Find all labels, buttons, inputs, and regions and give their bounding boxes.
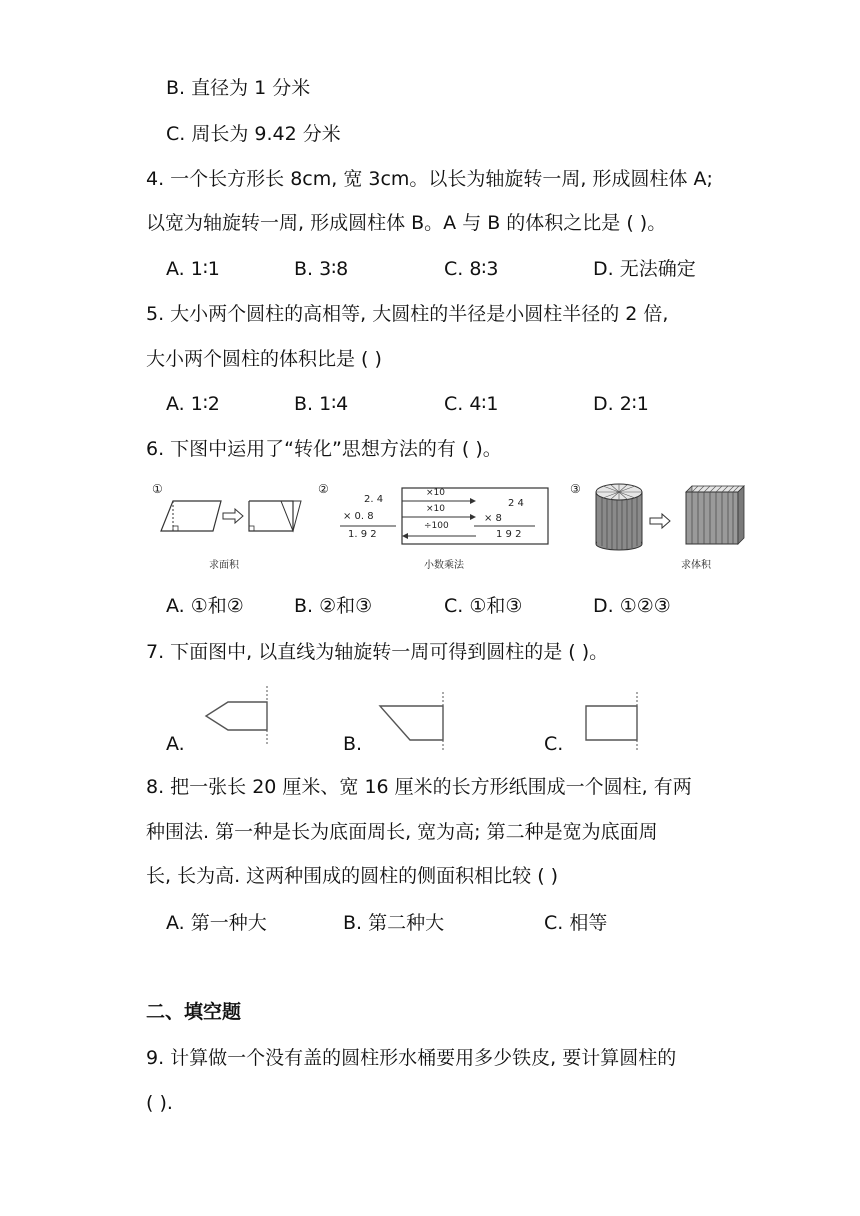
q4-option-d: D. 无法确定 [593,258,696,280]
q6-fig2-caption: 小数乘法 [424,560,464,571]
q4-option-a: A. 1∶1 [166,258,220,280]
q7-option-b-figure [374,692,450,752]
q6-fig2-arrow3-label: ÷100 [424,521,449,531]
q6-fig2-left-row1: 2. 4 [364,494,384,505]
q6-fig2-left-row3: 1. 9 2 [348,529,377,540]
q6-fig2-arrow2-label: ×10 [426,504,445,514]
q3-option-b: B. 直径为 1 分米 [166,77,311,99]
q5-option-c: C. 4∶1 [444,393,499,415]
q6-fig3-cylinder-figure [590,480,755,552]
q5-text-line2: 大小两个圆柱的体积比是 ( ) [146,348,382,370]
q6-fig1-caption: 求面积 [209,560,239,571]
q6-option-b: B. ②和③ [294,595,373,617]
q7-option-b-label: B. [343,733,363,755]
q6-fig2-left-row2: × 0. 8 [343,511,374,522]
q7-option-a-label: A. [166,733,185,755]
section2-title: 二、填空题 [146,1001,242,1023]
q6-fig2-right-row1: 2 4 [508,498,524,509]
q8-text-line1: 8. 把一张长 20 厘米、宽 16 厘米的长方形纸围成一个圆柱, 有两 [146,776,692,798]
q6-option-a: A. ①和② [166,595,244,617]
q5-option-d: D. 2∶1 [593,393,649,415]
q5-option-a: A. 1∶2 [166,393,220,415]
q6-fig3-caption: 求体积 [681,560,711,571]
q3-option-c: C. 周长为 9.42 分米 [166,123,341,145]
q6-fig2-right-row3: 1 9 2 [496,529,522,540]
q8-option-a: A. 第一种大 [166,912,267,934]
q6-fig2-right-row2: × 8 [484,513,502,524]
q6-fig3-number: ③ [570,482,581,496]
q6-option-c: C. ①和③ [444,595,523,617]
q8-text-line3: 长, 长为高. 这两种围成的圆柱的侧面积相比较 ( ) [146,865,559,887]
q7-option-c-label: C. [544,733,564,755]
q6-fig1-parallelogram-figure [155,495,305,545]
q6-fig2-number: ② [318,482,329,496]
q4-option-b: B. 3∶8 [294,258,349,280]
q6-fig1-number: ① [152,482,163,496]
q9-text-line2: ( ). [146,1092,173,1114]
q8-option-c: C. 相等 [544,912,608,934]
q4-text-line2: 以宽为轴旋转一周, 形成圆柱体 B。A 与 B 的体积之比是 ( )。 [146,212,667,234]
q4-text-line1: 4. 一个长方形长 8cm, 宽 3cm。以长为轴旋转一周, 形成圆柱体 A; [146,168,713,190]
q9-text-line1: 9. 计算做一个没有盖的圆柱形水桶要用多少铁皮, 要计算圆柱的 [146,1047,677,1069]
q5-option-b: B. 1∶4 [294,393,349,415]
q4-option-c: C. 8∶3 [444,258,499,280]
q5-text-line1: 5. 大小两个圆柱的高相等, 大圆柱的半径是小圆柱半径的 2 倍, [146,303,669,325]
q8-text-line2: 种围法. 第一种是长为底面周长, 宽为高; 第二种是宽为底面周 [146,821,658,843]
q6-fig2-arrow1-label: ×10 [426,488,445,498]
q7-option-a-figure [198,686,274,746]
q8-option-b: B. 第二种大 [343,912,445,934]
q7-option-c-figure [578,692,654,752]
q7-text-line1: 7. 下面图中, 以直线为轴旋转一周可得到圆柱的是 ( )。 [146,641,609,663]
q6-text-line1: 6. 下图中运用了“转化”思想方法的有 ( )。 [146,438,502,460]
q6-option-d: D. ①②③ [593,595,671,617]
